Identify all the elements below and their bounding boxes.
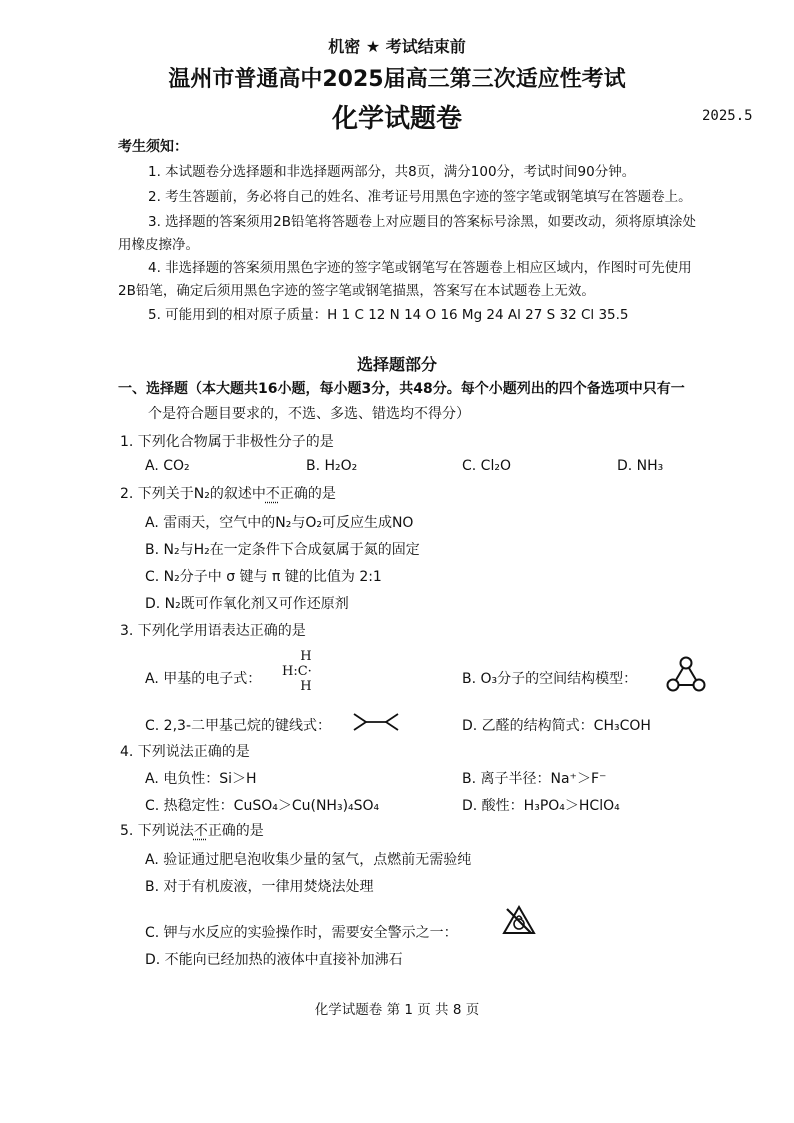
q1-option-d: D. NH₃ <box>617 458 664 474</box>
q5-option-b: B. 对于有机废液，一律用焚烧法处理 <box>145 879 374 895</box>
q2-stem-post: 正确的是 <box>279 486 336 502</box>
q2-option-d: D. N₂既可作氧化剂又可作还原剂 <box>145 596 349 612</box>
q4-option-d: D. 酸性：H₃PO₄＞HClO₄ <box>462 798 620 814</box>
exam-title: 温州市普通高中2025届高三第三次适应性考试 <box>168 67 626 92</box>
no-fire-warning-icon <box>502 905 536 935</box>
notice-item: 用橡皮擦净。 <box>118 237 199 253</box>
q4-option-a: A. 电负性：Si＞H <box>145 771 257 787</box>
q5-stem-pre: 5. 下列说法 <box>120 823 194 839</box>
ozone-model-icon <box>665 656 707 692</box>
q5-option-d: D. 不能向已经加热的液体中直接补加沸石 <box>145 952 403 968</box>
q3-option-d: D. 乙醛的结构简式：CH₃COH <box>462 718 651 734</box>
exam-date: 2025.5 <box>702 108 753 124</box>
section-title: 选择题部分 <box>356 355 437 374</box>
q5-stem-mark: 不 <box>193 823 208 839</box>
skeletal-formula-icon <box>352 711 402 733</box>
q4-option-c: C. 热稳定性：CuSO₄＞Cu(NH₃)₄SO₄ <box>145 798 380 814</box>
notice-heading: 考生须知： <box>118 139 188 155</box>
q5-stem-post: 正确的是 <box>207 823 264 839</box>
q1-option-c: C. Cl₂O <box>462 458 511 474</box>
q5-option-a: A. 验证通过肥皂泡收集少量的氢气，点燃前无需验纯 <box>145 852 472 868</box>
paper-title: 化学试题卷 <box>331 104 462 134</box>
question-3-stem: 3. 下列化学用语表达正确的是 <box>120 623 306 639</box>
q3-option-b: B. O₃分子的空间结构模型： <box>462 671 638 687</box>
page-footer: 化学试题卷 第 1 页 共 8 页 <box>314 1002 480 1018</box>
methyl-electron-formula <box>282 651 312 693</box>
notice-item: 4. 非选择题的答案须用黑色字迹的签字笔或钢笔写在答题卷上相应区域内，作图时可先使用 <box>148 260 692 276</box>
q1-option-a: A. CO₂ <box>145 458 190 474</box>
section-intro: 一、选择题（本大题共16小题，每小题3分，共48分。每个小题列出的四个备选项中只有一 <box>118 381 685 397</box>
q2-stem-mark: 不 <box>265 486 280 502</box>
section-intro-cont: 个是符合题目要求的，不选、多选、错选均不得分） <box>148 406 470 422</box>
q2-option-a: A. 雷雨天，空气中的N₂与O₂可反应生成NO <box>145 515 414 531</box>
confidential-label: 机密 ★ 考试结束前 <box>328 37 466 56</box>
question-1-stem: 1. 下列化合物属于非极性分子的是 <box>120 434 334 450</box>
q5-option-c: C. 钾与水反应的实验操作时，需要安全警示之一： <box>145 925 458 941</box>
notice-item: 3. 选择题的答案须用2B铅笔将答题卷上对应题目的答案标号涂黑，如要改动，须将原填涂处 <box>148 214 697 230</box>
question-5-stem <box>120 820 264 840</box>
formula-h-top: H <box>300 649 312 664</box>
q2-option-b: B. N₂与H₂在一定条件下合成氨属于氮的固定 <box>145 542 420 558</box>
q4-option-b: B. 离子半径：Na⁺＞F⁻ <box>462 771 607 787</box>
notice-item: 1. 本试题卷分选择题和非选择题两部分，共8页，满分100分，考试时间90分钟。 <box>148 164 636 180</box>
formula-h-bottom: H <box>300 679 312 694</box>
notice-item: 5. 可能用到的相对原子质量：H 1 C 12 N 14 O 16 Mg 24 Al 27 S 32 Cl 35.5 <box>148 307 629 323</box>
question-2-stem <box>120 483 336 503</box>
q3-option-a: A. 甲基的电子式： <box>145 671 262 687</box>
notice-item: 2. 考生答题前，务必将自己的姓名、准考证号用黑色字迹的签字笔或钢笔填写在答题卷上。 <box>148 189 692 205</box>
question-4-stem: 4. 下列说法正确的是 <box>120 744 250 760</box>
q2-stem-pre: 2. 下列关于N₂的叙述中 <box>120 486 266 502</box>
q1-option-b: B. H₂O₂ <box>306 458 358 474</box>
notice-item: 2B铅笔，确定后须用黑色字迹的签字笔或钢笔描黑，答案写在本试题卷上无效。 <box>118 283 595 299</box>
q3-option-c: C. 2,3-二甲基己烷的键线式： <box>145 718 331 734</box>
formula-h-c: H:C· <box>282 664 312 679</box>
q2-option-c: C. N₂分子中 σ 键与 π 键的比值为 2:1 <box>145 569 382 585</box>
